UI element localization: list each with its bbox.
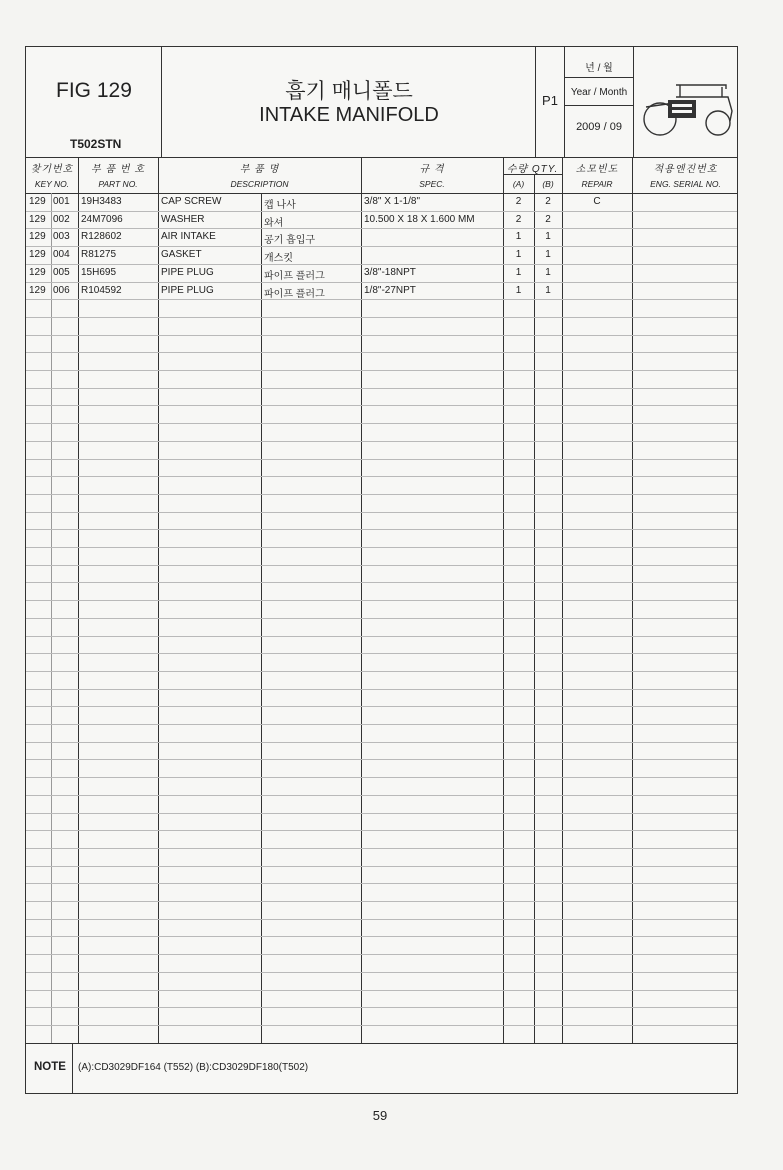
key-prefix: 129: [29, 266, 46, 278]
ruled-line: [26, 228, 737, 229]
ruled-line: [26, 848, 737, 849]
part-number: 15H695: [81, 266, 117, 278]
qty-b: 1: [545, 249, 551, 261]
description-ko: 와셔: [264, 217, 284, 229]
qty-b: 2: [545, 196, 551, 207]
ruled-line: [26, 866, 737, 867]
model-name: T502STN: [70, 137, 122, 151]
description-en: CAP SCREW: [161, 196, 222, 207]
qty-a: 1: [515, 266, 522, 278]
ruled-line: [26, 936, 737, 937]
description-en: PIPE PLUG: [161, 266, 214, 278]
desc-heading: DESCRIPTION: [230, 179, 289, 189]
key-prefix: 129: [29, 231, 46, 243]
key-heading-ko: 찾기번호: [30, 164, 74, 175]
ruled-line: [26, 405, 737, 406]
ruled-line: [26, 282, 737, 283]
ruled-line: [26, 494, 737, 495]
ruled-line: [26, 795, 737, 796]
description-ko: 파이프 플러그: [264, 270, 325, 282]
ruled-line: [26, 317, 737, 318]
key-number: 004: [53, 249, 70, 261]
description-en: PIPE PLUG: [161, 284, 214, 296]
ruled-line: [26, 582, 737, 583]
key-number: 001: [53, 196, 70, 207]
part-heading-ko: 부 품 번 호: [91, 164, 145, 175]
description-ko: 파이프 플러그: [264, 288, 325, 300]
key-prefix: 129: [29, 196, 46, 207]
key-heading: KEY NO.: [34, 179, 70, 189]
ruled-line: [26, 476, 737, 477]
spec: 3/8" X 1-1/8": [364, 196, 421, 207]
ruled-line: [26, 211, 737, 212]
parts-table: [26, 193, 737, 1043]
key-number: 003: [53, 231, 70, 243]
ruled-line: [26, 813, 737, 814]
key-number: 006: [53, 284, 70, 296]
description-en: WASHER: [161, 213, 205, 225]
ruled-line: [26, 901, 737, 902]
ruled-line: [26, 777, 737, 778]
ruled-line: [26, 264, 737, 265]
ruled-line: [26, 388, 737, 389]
page-code: P1: [542, 93, 558, 108]
ruled-line: [26, 972, 737, 973]
description-ko: 개스킷: [264, 253, 293, 265]
page-number: 59: [372, 1108, 388, 1123]
ruled-line: [26, 352, 737, 353]
serial-heading: ENG. SERIAL NO.: [650, 179, 721, 189]
repair-frequency: C: [593, 196, 601, 207]
qty-a: 2: [515, 196, 522, 207]
spec: 1/8"-27NPT: [364, 284, 416, 296]
ruled-line: [26, 618, 737, 619]
spec-heading-ko: 규 격: [419, 164, 445, 175]
part-heading: PART NO.: [98, 179, 138, 189]
sheet-header: [26, 47, 737, 158]
ruled-line: [26, 919, 737, 920]
column-headings: [26, 157, 737, 194]
parts-sheet: [25, 46, 738, 1094]
ruled-line: [26, 459, 737, 460]
ruled-line: [26, 246, 737, 247]
repair-heading-ko: 소모빈도: [575, 164, 619, 175]
ruled-line: [26, 883, 737, 884]
note-label: NOTE: [34, 1061, 66, 1073]
year-month-label-ko: 년 / 월: [585, 63, 613, 74]
ruled-line: [26, 565, 737, 566]
ruled-line: [26, 600, 737, 601]
ruled-line: [26, 706, 737, 707]
qty-b: 1: [545, 266, 551, 278]
spec: 10.500 X 18 X 1.600 MM: [364, 213, 475, 225]
ruled-line: [26, 759, 737, 760]
note-text: (A):CD3029DF164 (T552) (B):CD3029DF180(T502): [78, 1062, 309, 1073]
ruled-line: [26, 335, 737, 336]
qty-a: 2: [515, 213, 522, 225]
ruled-line: [26, 370, 737, 371]
ruled-line: [26, 547, 737, 548]
ruled-line: [26, 653, 737, 654]
description-en: AIR INTAKE: [161, 231, 216, 243]
ruled-line: [26, 1025, 737, 1026]
figure-number: FIG 129: [56, 79, 132, 102]
ruled-line: [26, 529, 737, 530]
qty-b: 1: [545, 284, 551, 296]
key-prefix: 129: [29, 213, 46, 225]
part-number: 19H3483: [81, 196, 122, 207]
key-prefix: 129: [29, 284, 46, 296]
repair-heading: REPAIR: [581, 179, 613, 189]
ruled-line: [26, 636, 737, 637]
ruled-line: [26, 423, 737, 424]
qty-a-heading: (A): [512, 179, 525, 189]
key-prefix: 129: [29, 249, 46, 261]
qty-a: 1: [515, 284, 522, 296]
qty-b: 2: [545, 213, 551, 225]
key-number: 002: [53, 213, 70, 225]
tractor-icon: [638, 67, 734, 143]
desc-heading-ko: 부 품 명: [239, 164, 280, 175]
part-number: R81275: [81, 249, 117, 261]
serial-heading-ko: 적용엔진번호: [653, 164, 718, 175]
ruled-line: [26, 671, 737, 672]
ruled-line: [26, 1007, 737, 1008]
ruled-line: [26, 441, 737, 442]
ruled-line: [26, 512, 737, 513]
qty-a: 1: [515, 231, 522, 243]
ruled-line: [26, 689, 737, 690]
ruled-line: [26, 990, 737, 991]
description-en: GASKET: [161, 249, 202, 261]
qty-heading: 수량 QTY.: [506, 164, 559, 175]
title-korean: 흡기 매니폴드: [285, 80, 413, 103]
note-section: [26, 1043, 737, 1094]
qty-a: 1: [515, 249, 522, 261]
part-number: R104592: [81, 284, 122, 296]
ruled-line: [26, 299, 737, 300]
qty-b-heading: (B): [542, 179, 554, 189]
ruled-line: [26, 954, 737, 955]
part-number: 24M7096: [81, 213, 123, 225]
spec-heading: SPEC.: [419, 179, 445, 189]
year-month-label-en: Year / Month: [570, 87, 628, 98]
ruled-line: [26, 742, 737, 743]
ruled-line: [26, 724, 737, 725]
year-month-value: 2009 / 09: [576, 121, 622, 133]
description-ko: 캡 나사: [264, 200, 296, 211]
key-number: 005: [53, 266, 70, 278]
part-number: R128602: [81, 231, 122, 243]
ruled-line: [26, 830, 737, 831]
title-english: INTAKE MANIFOLD: [259, 104, 439, 126]
qty-b: 1: [545, 231, 551, 243]
description-ko: 공기 흡입구: [264, 235, 316, 247]
spec: 3/8"-18NPT: [364, 266, 416, 278]
